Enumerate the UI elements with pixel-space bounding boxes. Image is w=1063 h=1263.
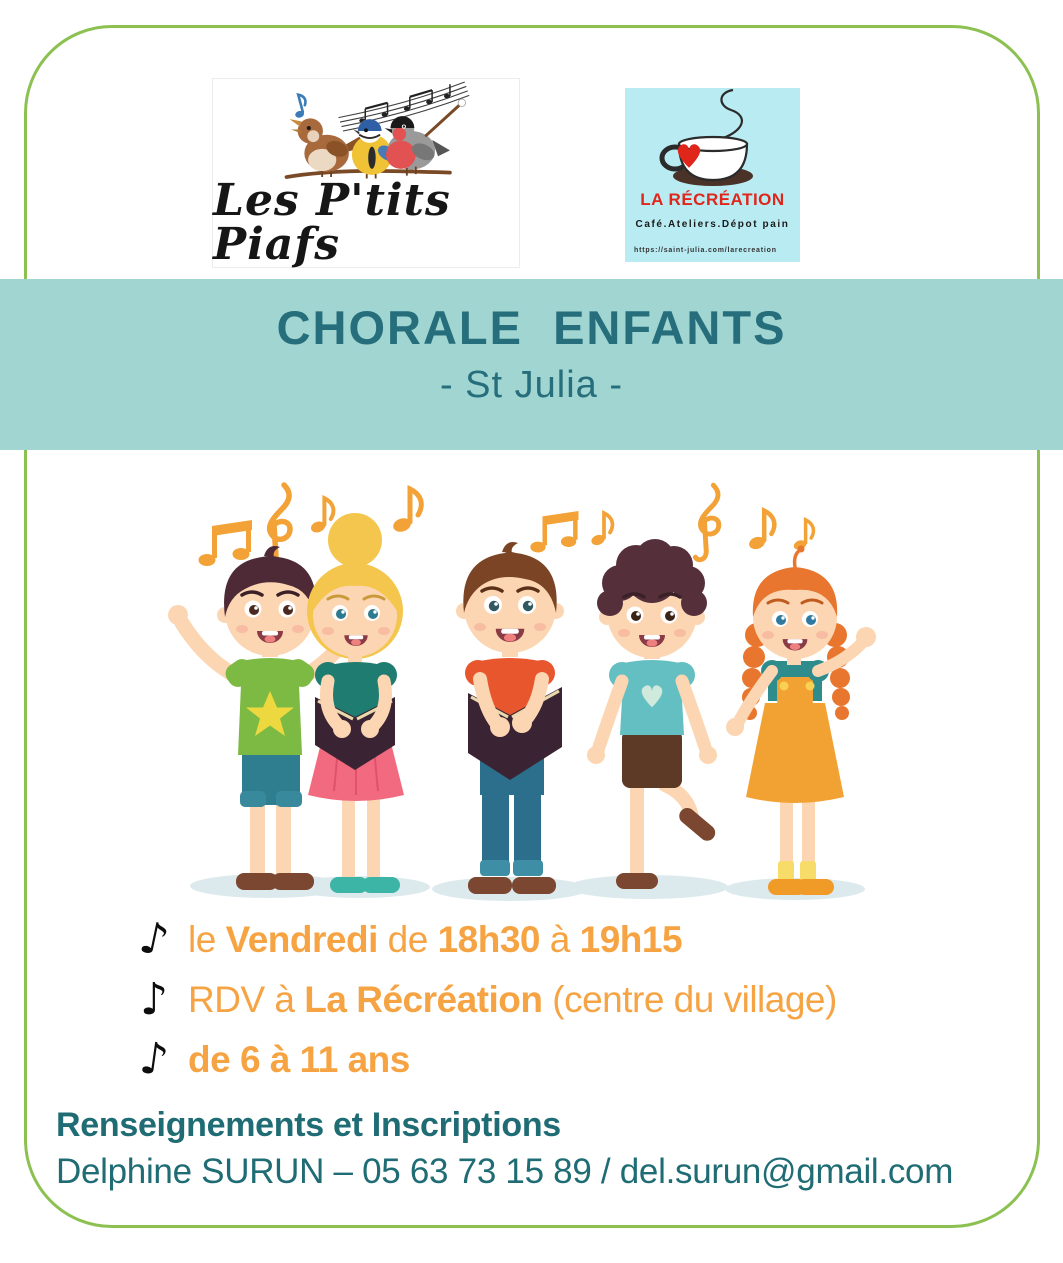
girl-orange-pinafore: [726, 546, 876, 896]
steam-icon: [717, 90, 742, 140]
schedule-text: de 6 à 11 ans: [188, 1038, 410, 1080]
poster-title: CHORALE ENFANTS: [276, 301, 787, 354]
music-note-bullet-icon: ♪: [135, 911, 174, 967]
three-birds-icon: [212, 79, 520, 183]
contact-heading: Renseignements et Inscriptions: [56, 1106, 561, 1144]
schedule-text: le Vendredi de 18h30 à 19h15: [188, 918, 683, 960]
les-ptits-piafs-logo: [212, 78, 520, 268]
schedule-text: RDV à La Récréation (centre du village): [188, 978, 837, 1020]
music-note-bullet-icon: ♪: [139, 973, 169, 1025]
music-note-bullet-icon: ♪: [136, 1031, 172, 1087]
coffee-cup-icon: [625, 88, 800, 188]
title-banner: [0, 279, 1063, 450]
les-ptits-piafs-wordmark: Les P'tits Piafs: [213, 175, 451, 270]
boy-curly-teal-shirt: [587, 539, 718, 889]
boy-orange-shirt-book: [456, 542, 564, 894]
la-recreation-logo: [625, 88, 800, 262]
la-recreation-url: https://saint-julia.com/larecreation: [634, 247, 777, 254]
la-recreation-title: LA RÉCRÉATION: [640, 190, 785, 209]
la-recreation-subtitle: Café.Ateliers.Dépot pain: [635, 219, 790, 230]
contact-info: Delphine SURUN – 05 63 73 15 89 / del.surun@gmail.com: [56, 1152, 954, 1191]
poster-subtitle: - St Julia -: [439, 363, 624, 406]
event-details: [128, 911, 837, 1087]
blue-note-icon: [290, 93, 309, 118]
schedule-item-time: [128, 911, 837, 967]
children-choir-illustration: [150, 465, 910, 905]
girl-blonde-book: [307, 513, 404, 893]
schedule-item-age: [128, 1031, 837, 1087]
schedule-item-place: [128, 974, 837, 1025]
